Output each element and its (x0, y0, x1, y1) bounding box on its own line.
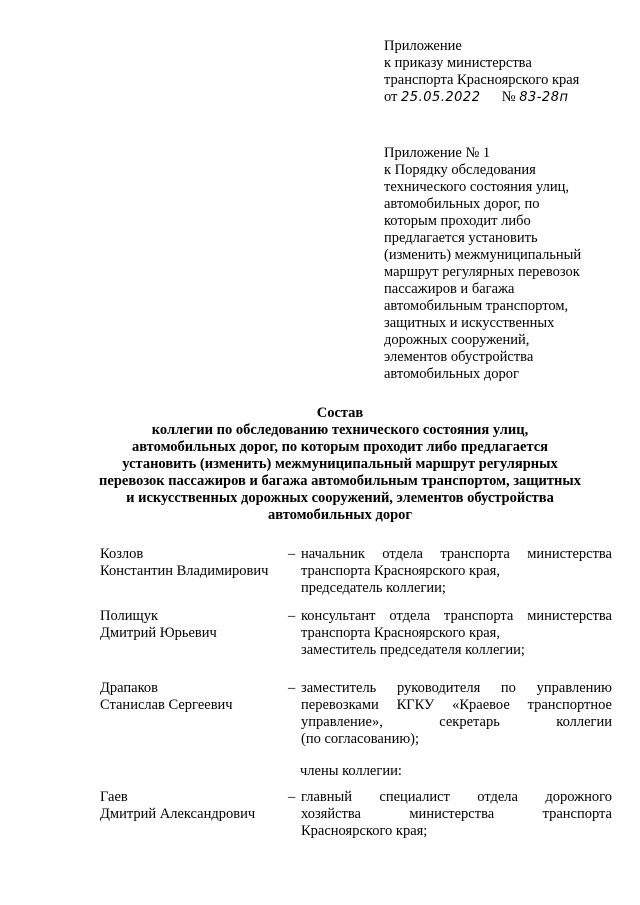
appendix-1-line: элементов обустройства (384, 349, 534, 365)
appendix-1-line: технического состояния улиц, (384, 179, 569, 195)
title-line: коллегии по обследованию технического состояния улиц, (151, 422, 529, 438)
appendix-header-line: Приложение (384, 38, 462, 54)
member-name (100, 680, 285, 714)
role-line: перевозками КГКУ «Краевое транспортное (301, 697, 612, 713)
appendix-header-line: к приказу министерства (384, 55, 532, 71)
appendix-1-line: которым проходит либо (384, 213, 531, 229)
appendix-1-line: к Порядку обследования (384, 162, 536, 178)
role-line: главный специалист отдела дорожного (301, 789, 612, 805)
title-line: установить (изменить) межмуниципальный маршрут регулярных (122, 456, 558, 472)
number-prefix: № (501, 89, 516, 105)
role-line: председатель коллегии; (301, 580, 446, 596)
title-line: перевозок пассажиров и багажа автомобильным транспортом, защитных (99, 473, 581, 489)
title-line: и искусственных дорожных сооружений, элементов обустройства (126, 490, 554, 506)
appendix-header-line: транспорта Красноярского края (384, 72, 580, 88)
role-line: заместитель руководителя по управлению (301, 680, 612, 696)
role-line: управление», секретарь коллегии (301, 714, 612, 730)
member-role (301, 680, 612, 748)
member-surname: Козлов (100, 546, 144, 562)
title-line: Состав (316, 405, 364, 421)
appendix-1-line: пассажиров и багажа (384, 281, 515, 297)
appendix-1-line: автомобильных дорог (384, 366, 519, 382)
member-role (301, 546, 612, 597)
title-line: автомобильных дорог (267, 507, 412, 523)
date-prefix: от (384, 89, 398, 105)
appendix-header (384, 38, 624, 106)
order-date: 25.05.2022 (401, 90, 481, 105)
appendix-1-line: автомобильным транспортом, (384, 298, 569, 314)
title-line: автомобильных дорог, по которым проходит либо предлагается (131, 439, 549, 455)
dash: – (288, 608, 296, 624)
member-surname: Гаев (100, 789, 128, 805)
appendix-1-line: Приложение № 1 (384, 145, 491, 161)
appendix-1-line: дорожных сооружений, (384, 332, 530, 348)
dash: – (288, 680, 296, 696)
role-line: начальник отдела транспорта министерства (301, 546, 612, 562)
role-line: хозяйства министерства транспорта (301, 806, 612, 822)
dash: – (288, 546, 296, 562)
order-number: 83-28п (519, 90, 569, 105)
member-role (301, 789, 612, 840)
role-line: транспорта Красноярского края, (301, 625, 500, 641)
appendix-1-line: автомобильных дорог, по (384, 196, 540, 212)
member-given-name: Дмитрий Александрович (100, 806, 256, 822)
member-name (100, 546, 285, 580)
member-name (100, 608, 285, 642)
member-given-name: Дмитрий Юрьевич (100, 625, 217, 641)
appendix-1-line: маршрут регулярных перевозок (384, 264, 580, 280)
appendix-1-line: защитных и искусственных (384, 315, 555, 331)
member-name (100, 789, 285, 823)
role-line: Красноярского края; (301, 823, 428, 839)
role-line: (по согласованию); (301, 731, 420, 747)
role-line: консультант отдела транспорта министерства (301, 608, 612, 624)
member-given-name: Константин Владимирович (100, 563, 269, 579)
member-surname: Драпаков (100, 680, 158, 696)
role-line: транспорта Красноярского края, (301, 563, 500, 579)
role-line: заместитель председателя коллегии; (301, 642, 525, 658)
order-date-line (384, 89, 624, 106)
dash: – (288, 789, 296, 805)
member-role (301, 608, 612, 659)
member-surname: Полищук (100, 608, 158, 624)
appendix-1-line: (изменить) межмуниципальный (384, 247, 582, 263)
document-title (60, 405, 620, 524)
members-section-label: члены коллегии: (300, 763, 402, 779)
member-given-name: Станислав Сергеевич (100, 697, 233, 713)
appendix-1-line: предлагается установить (384, 230, 538, 246)
appendix-1-header (384, 145, 624, 383)
